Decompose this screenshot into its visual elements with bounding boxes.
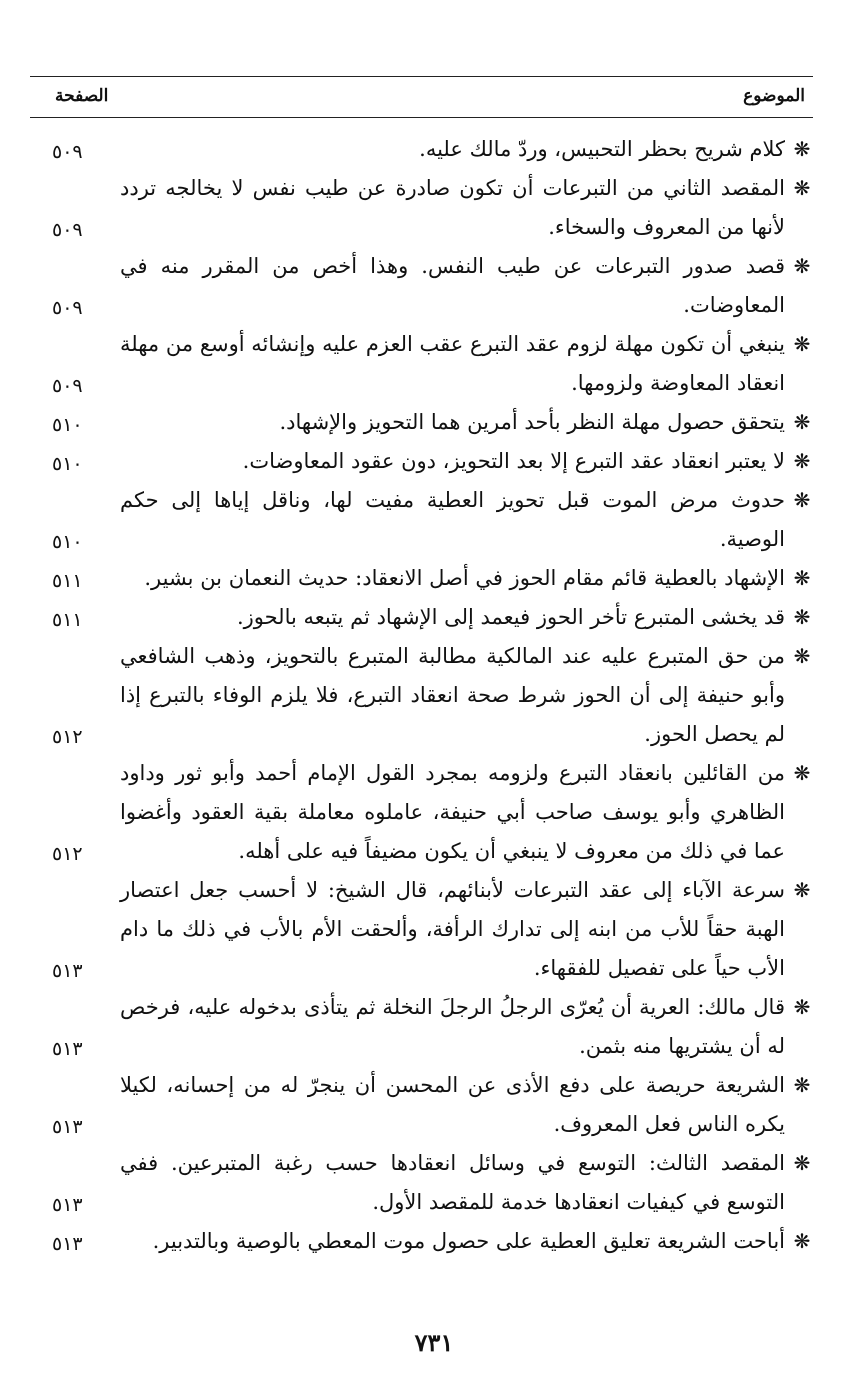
entry-description: من حق المتبرع عليه عند المالكية مطالبة المتبرع بالتحويز، وذهب الشافعي وأبو حنيفة إلى أن الحوز شرط صحة انعقاد التبرع، فلا يلزم الوفاء بالتبرع إذا لم يحصل الحوز. — [120, 644, 785, 746]
asterisk-bullet-icon: ❋ — [793, 449, 811, 473]
entry-text — [120, 1066, 813, 1144]
entry-description: قصد صدور التبرعات عن طيب النفس. وهذا أخص من المقرر منه في المعاوضات. — [120, 254, 785, 317]
asterisk-bullet-icon: ❋ — [793, 605, 811, 629]
entry-text — [120, 754, 813, 871]
entry-page-number: ٥١٢ — [52, 726, 83, 748]
entry-text — [120, 559, 813, 598]
page-folio-number: ٧٣١ — [414, 1328, 454, 1357]
entry-description: حدوث مرض الموت قبل تحويز العطية مفيت لها، وناقل إياها إلى حكم الوصية. — [120, 488, 785, 551]
entry-description: لا يعتبر انعقاد عقد التبرع إلا بعد التحويز، دون عقود المعاوضات. — [242, 449, 785, 473]
entry-text — [120, 325, 813, 403]
entry-page-number: ٥١٠ — [52, 531, 83, 553]
entry-description: المقصد الثاني من التبرعات أن تكون صادرة عن طيب نفس لا يخالجه تردد لأنها من المعروف والسخاء. — [120, 176, 785, 239]
asterisk-bullet-icon: ❋ — [793, 995, 811, 1019]
entry-text — [120, 637, 813, 754]
index-entry — [30, 481, 813, 559]
entry-text — [120, 871, 813, 988]
entry-page-number: ٥٠٩ — [52, 219, 83, 241]
index-entry — [30, 442, 813, 481]
index-entry — [30, 1144, 813, 1222]
entry-description: سرعة الآباء إلى عقد التبرعات لأبنائهم، قال الشيخ: لا أحسب جعل اعتصار الهبة حقاً للأب من ابنه إلى تدارك الرأفة، وألحقت الأم بالأب في ذلك ما دام الأب حياً على تفصيل للفقهاء. — [120, 878, 785, 980]
entry-description: يتحقق حصول مهلة النظر بأحد أمرين هما التحويز والإشهاد. — [279, 410, 785, 434]
entry-page-number: ٥١٣ — [52, 1194, 83, 1216]
asterisk-bullet-icon: ❋ — [793, 176, 811, 200]
asterisk-bullet-icon: ❋ — [793, 1073, 811, 1097]
index-header — [30, 76, 813, 118]
entry-page-number: ٥١٠ — [52, 414, 83, 436]
entry-text — [120, 1144, 813, 1222]
asterisk-bullet-icon: ❋ — [793, 137, 811, 161]
page-column-heading: الصفحة — [55, 86, 109, 106]
entry-page-number: ٥١٣ — [52, 960, 83, 982]
index-entry — [30, 598, 813, 637]
entry-text — [120, 130, 813, 169]
entry-text — [120, 481, 813, 559]
entry-text — [120, 598, 813, 637]
index-entry — [30, 1222, 813, 1261]
index-entry — [30, 559, 813, 598]
entry-text — [120, 403, 813, 442]
entry-description: الشريعة حريصة على دفع الأذى عن المحسن أن ينجرّ له من إحسانه، لكيلا يكره الناس فعل المعروف. — [120, 1073, 785, 1136]
entry-text — [120, 169, 813, 247]
index-entry — [30, 1066, 813, 1144]
index-entries — [30, 130, 813, 1261]
index-entry — [30, 325, 813, 403]
entry-page-number: ٥١١ — [52, 609, 83, 631]
entry-description: أباحت الشريعة تعليق العطية على حصول موت المعطي بالوصية وبالتدبير. — [152, 1229, 785, 1253]
entry-page-number: ٥٠٩ — [52, 141, 83, 163]
index-entry — [30, 403, 813, 442]
entry-description: من القائلين بانعقاد التبرع ولزومه بمجرد القول الإمام أحمد وأبو ثور وداود الظاهري وأبو يوسف صاحب أبي حنيفة، عاملوه معاملة بقية العقود وأغضوا عما في ذلك من معروف لا ينبغي أن يكون مضيفاً فيه على أهله. — [120, 761, 785, 863]
entry-page-number: ٥١٢ — [52, 843, 83, 865]
asterisk-bullet-icon: ❋ — [793, 254, 811, 278]
asterisk-bullet-icon: ❋ — [793, 761, 811, 785]
index-entry — [30, 637, 813, 754]
index-entry — [30, 130, 813, 169]
index-entry — [30, 754, 813, 871]
entry-description: كلام شريح بحظر التحبيس، وردّ مالك عليه. — [419, 137, 785, 161]
index-entry — [30, 988, 813, 1066]
entry-description: المقصد الثالث: التوسع في وسائل انعقادها حسب رغبة المتبرعين. ففي التوسع في كيفيات انعقادها خدمة للمقصد الأول. — [120, 1151, 785, 1214]
asterisk-bullet-icon: ❋ — [793, 644, 811, 668]
asterisk-bullet-icon: ❋ — [793, 410, 811, 434]
entry-description: قد يخشى المتبرع تأخر الحوز فيعمد إلى الإشهاد ثم يتبعه بالحوز. — [236, 605, 785, 629]
entry-page-number: ٥٠٩ — [52, 297, 83, 319]
asterisk-bullet-icon: ❋ — [793, 332, 811, 356]
entry-page-number: ٥١١ — [52, 570, 83, 592]
index-entry — [30, 169, 813, 247]
entry-text — [120, 1222, 813, 1261]
asterisk-bullet-icon: ❋ — [793, 566, 811, 590]
entry-page-number: ٥١٠ — [52, 453, 83, 475]
entry-text — [120, 988, 813, 1066]
asterisk-bullet-icon: ❋ — [793, 1229, 811, 1253]
entry-page-number: ٥٠٩ — [52, 375, 83, 397]
asterisk-bullet-icon: ❋ — [793, 488, 811, 512]
entry-page-number: ٥١٣ — [52, 1233, 83, 1255]
entry-page-number: ٥١٣ — [52, 1116, 83, 1138]
entry-page-number: ٥١٣ — [52, 1038, 83, 1060]
asterisk-bullet-icon: ❋ — [793, 878, 811, 902]
index-entry — [30, 247, 813, 325]
entry-text — [120, 442, 813, 481]
topic-column-heading: الموضوع — [743, 86, 805, 106]
entry-description: الإشهاد بالعطية قائم مقام الحوز في أصل الانعقاد: حديث النعمان بن بشير. — [144, 566, 785, 590]
entry-text — [120, 247, 813, 325]
entry-description: قال مالك: العرية أن يُعرّى الرجلُ الرجلَ النخلة ثم يتأذى بدخوله عليه، فرخص له أن يشتريها منه بثمن. — [120, 995, 785, 1058]
index-entry — [30, 871, 813, 988]
entry-description: ينبغي أن تكون مهلة لزوم عقد التبرع عقب العزم عليه وإنشائه أوسع من مهلة انعقاد المعاوضة ولزومها. — [120, 332, 785, 395]
asterisk-bullet-icon: ❋ — [793, 1151, 811, 1175]
